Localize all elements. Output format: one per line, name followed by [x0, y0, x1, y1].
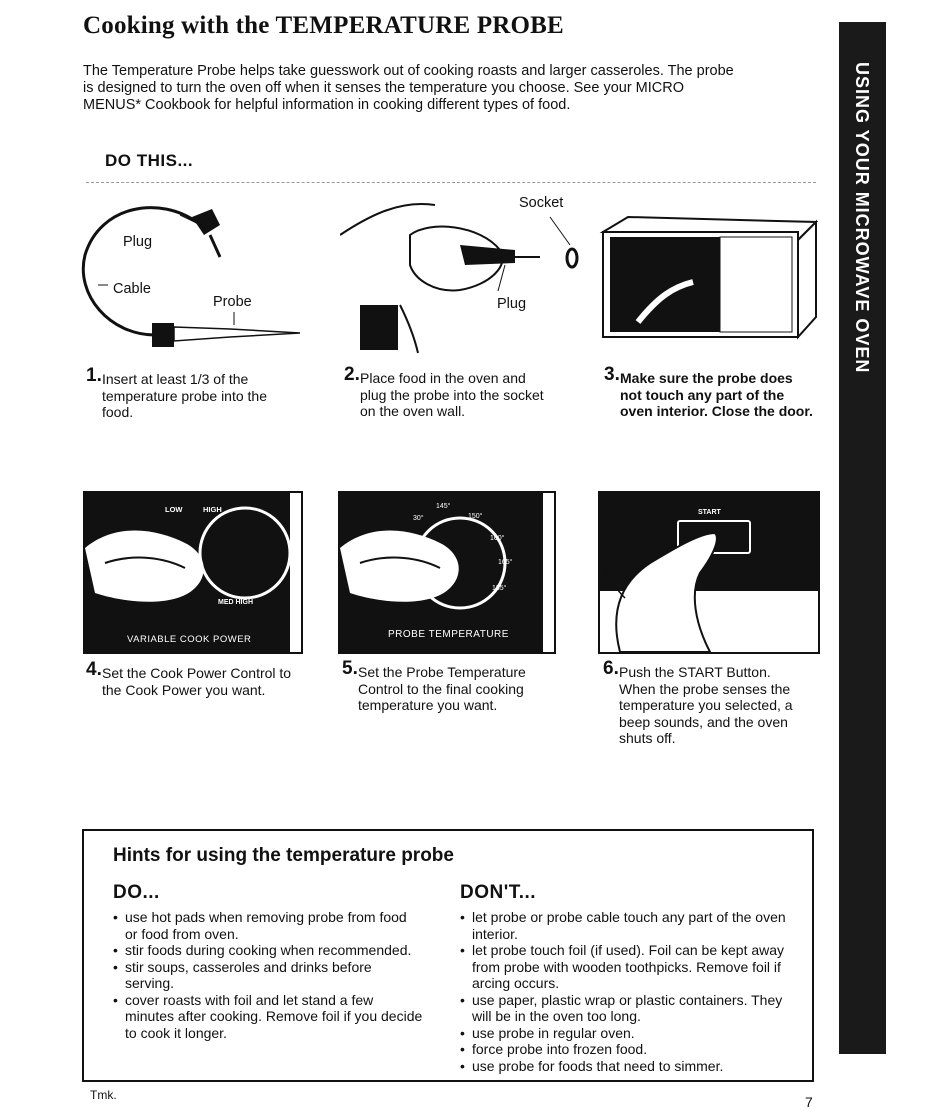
probe-illustration — [80, 195, 310, 355]
step-5-number: 5. — [342, 658, 358, 679]
step-6 — [603, 658, 799, 747]
hints-title: Hints for using the temperature probe — [113, 845, 454, 866]
page-number: 7 — [805, 1094, 813, 1110]
page-title: Cooking with the TEMPERATURE PROBE — [83, 12, 564, 39]
dont-list-item: • use probe in regular oven. — [460, 1025, 790, 1042]
probe-temperature-dial-photo — [338, 491, 556, 654]
step-5 — [342, 658, 558, 714]
step-4 — [86, 659, 302, 698]
dial-label-185: 185° — [492, 585, 507, 592]
step-3-text: Make sure the probe does not touch any part of the oven interior. Close the door. — [620, 370, 813, 419]
do-list — [113, 909, 423, 1041]
step-4-text: Set the Cook Power Control to the Cook Power you want. — [102, 665, 292, 698]
do-list-item: • cover roasts with foil and let stand a few minutes after cooking. Remove foil if you decide to cook it longer. — [113, 992, 423, 1042]
dial-label-med-high: MED HIGH — [218, 599, 253, 606]
dial-label-145: 145° — [436, 503, 451, 510]
dial-label-130: 30° — [413, 515, 424, 522]
step-2-number: 2. — [344, 364, 360, 385]
do-this-heading: DO THIS... — [105, 151, 194, 170]
step-6-number: 6. — [603, 658, 619, 679]
step-4-number: 4. — [86, 659, 102, 680]
dont-list-item: • let probe touch foil (if used). Foil can be kept away from probe with wooden toothpicks. Remove foil if arcing occurs. — [460, 942, 790, 992]
dont-list-item: • use paper, plastic wrap or plastic containers. They will be in the oven too long. — [460, 992, 790, 1025]
label-socket: Socket — [519, 195, 564, 211]
step-6-text: Push the START Button. When the probe senses the temperature you selected, a beep sounds, and the oven shuts off. — [619, 664, 793, 746]
step-5-text: Set the Probe Temperature Control to the final cooking temperature you want. — [358, 664, 526, 713]
label-probe: Probe — [213, 294, 252, 310]
cook-power-dial-photo — [83, 491, 303, 654]
step-1 — [86, 365, 282, 421]
do-list-item: • stir foods during cooking when recommended. — [113, 942, 423, 959]
step-1-number: 1. — [86, 365, 102, 386]
dont-list-item: • let probe or probe cable touch any part of the oven interior. — [460, 909, 790, 942]
variable-cook-power-label: VARIABLE COOK POWER — [127, 634, 252, 645]
dont-list — [460, 909, 790, 1074]
intro-paragraph: The Temperature Probe helps take guesswork out of cooking roasts and larger casseroles. The probe is designed to turn the oven off when it senses the temperature you choose. See your MICRO MENUS* Cookbook for helpful information in cooking different types of food. — [83, 63, 734, 113]
step-1-text: Insert at least 1/3 of the temperature probe into the food. — [102, 371, 267, 420]
dont-list-item: • force probe into frozen food. — [460, 1041, 790, 1058]
step-3-number: 3. — [604, 364, 620, 385]
step-2 — [344, 364, 550, 420]
label-plug: Plug — [123, 234, 153, 250]
dial-label-165: 165° — [498, 559, 513, 566]
side-tab-label: USING YOUR MICROWAVE OVEN — [852, 62, 872, 374]
oven-illustration — [598, 212, 820, 342]
step-2-text: Place food in the oven and plug the probe into the socket on the oven wall. — [360, 370, 544, 419]
start-button-photo — [598, 491, 820, 654]
do-list-item: • use hot pads when removing probe from food or food from oven. — [113, 909, 423, 942]
dial-label-high: HIGH — [203, 505, 222, 514]
dial-label-150: 150° — [468, 513, 483, 520]
dial-label-160: 160° — [490, 535, 505, 542]
dont-heading: DON'T... — [460, 882, 537, 903]
side-tab — [839, 22, 886, 1054]
dont-list-item: • use probe for foods that need to simmer. — [460, 1058, 790, 1075]
start-label: START — [698, 509, 721, 516]
label-cable: Cable — [113, 281, 151, 297]
dial-label-low: LOW — [165, 505, 183, 514]
trademark-note: Tmk. — [90, 1088, 117, 1102]
step-3 — [604, 364, 815, 420]
do-heading: DO... — [113, 882, 160, 903]
probe-temperature-label: PROBE TEMPERATURE — [388, 629, 509, 640]
do-list-item: • stir soups, casseroles and drinks before serving. — [113, 959, 423, 992]
label-plug-2: Plug — [497, 296, 527, 312]
socket-illustration — [340, 195, 590, 355]
divider — [86, 182, 816, 183]
